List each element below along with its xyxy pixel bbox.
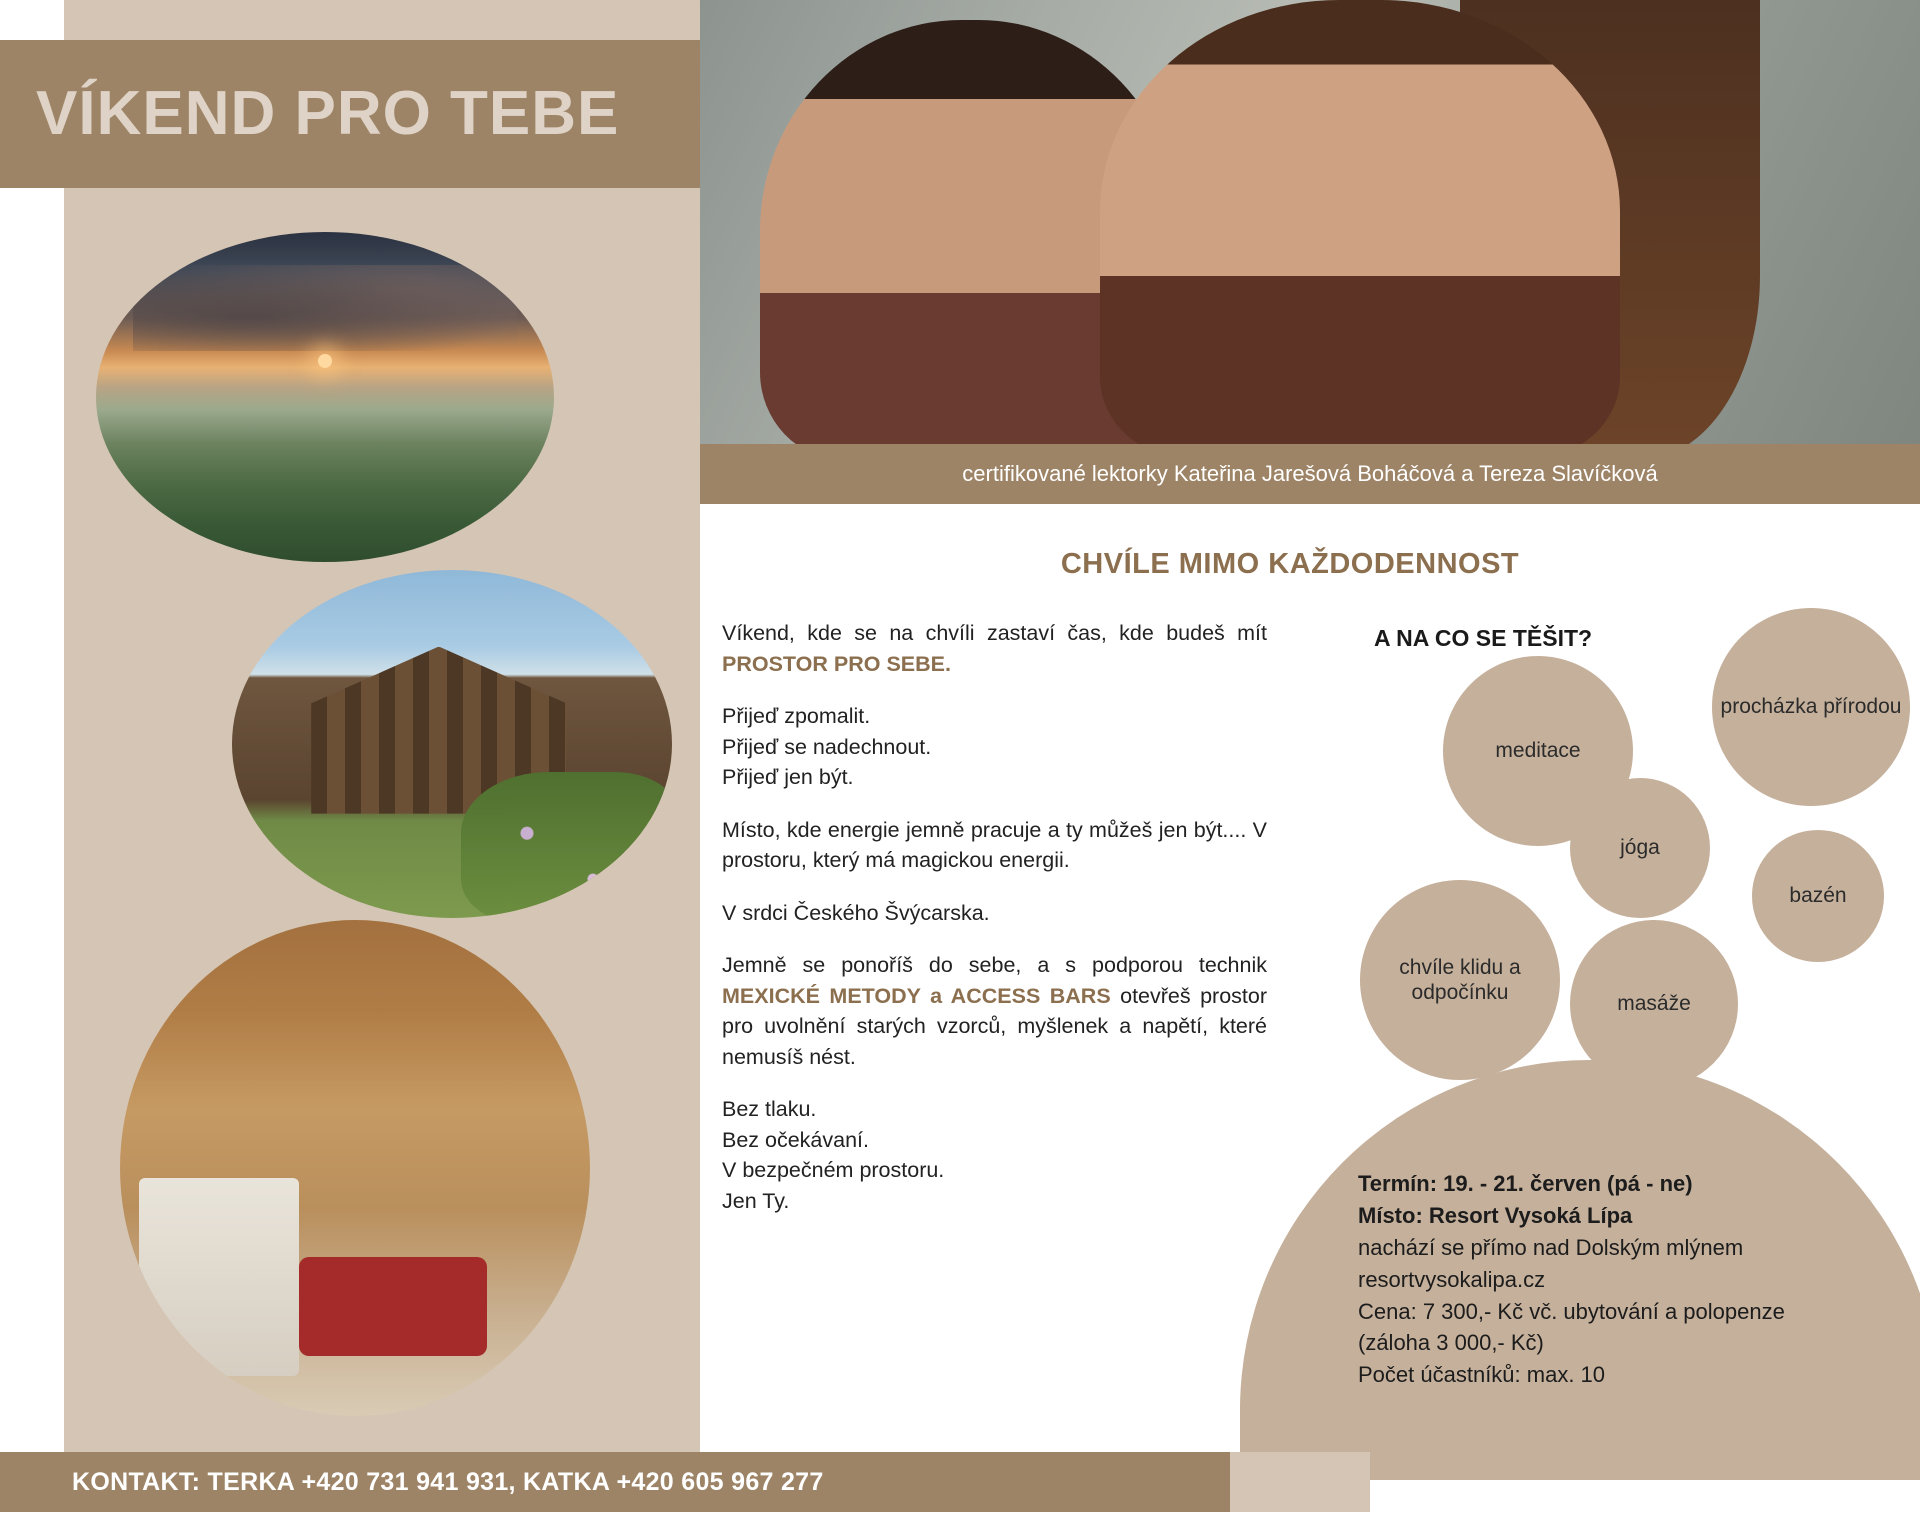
paragraph-energy: Místo, kde energie jemně pracuje a ty můžeš jen být.... V prostoru, který má magickou energii. — [722, 817, 1267, 873]
cabin-interior-photo — [120, 920, 590, 1416]
body-text-column — [722, 618, 1267, 1216]
techniques-text-c: otevřeš prostor pro uvolnění starých vzorců, myšlenek a napětí, které nemusíš nést. — [722, 983, 1267, 1069]
left-white-margin — [0, 0, 64, 1536]
footer-accent-block — [1230, 1452, 1370, 1512]
page-title: VÍKEND PRO TEBE — [36, 79, 620, 148]
two-women-portrait-photo — [700, 0, 1920, 455]
sunrise-landscape-photo — [96, 232, 554, 562]
contact-text: KONTAKT: TERKA +420 731 941 931, KATKA +420 605 967 277 — [72, 1467, 824, 1496]
event-website[interactable]: resortvysokalipa.cz — [1358, 1266, 1546, 1292]
event-location-note: nachází se přímo nad Dolským mlýnem — [1358, 1234, 1744, 1260]
invitation-line-1: Přijeď zpomalit. — [722, 704, 871, 729]
invitation-line-3: Přijeď jen být. — [722, 765, 854, 790]
closing-line-2: Bez očekávaní. — [722, 1127, 870, 1152]
intro-text-a: Víkend, kde se na chvíli zastaví čas, kde budeš mít — [722, 621, 1267, 645]
activity-bubble-masaze: masáže — [1570, 920, 1738, 1088]
paragraph-techniques — [722, 950, 1267, 1072]
event-price: Cena: 7 300,- Kč vč. ubytování a polopenze — [1358, 1298, 1785, 1324]
cabin-interior-image — [120, 920, 590, 1416]
activity-bubble-bazen: bazén — [1752, 830, 1884, 962]
contact-footer-bar — [0, 1452, 1230, 1512]
techniques-highlight: MEXICKÉ METODY a ACCESS BARS — [722, 983, 1111, 1008]
intro-text-highlight: PROSTOR PRO SEBE. — [722, 651, 951, 676]
woman-right-figure — [1100, 0, 1620, 455]
activity-bubble-prochazka: procházka přírodou — [1712, 608, 1910, 806]
closing-line-1: Bez tlaku. — [722, 1097, 817, 1122]
sunrise-landscape-image — [96, 232, 554, 562]
techniques-text-a: Jemně se ponoříš do sebe, a s podporou technik — [722, 953, 1267, 978]
paragraph-location: V srdci Českého Švýcarska. — [722, 900, 990, 925]
section-heading: CHVÍLE MIMO KAŽDODENNOST — [1060, 548, 1520, 580]
activity-bubble-klid: chvíle klidu a odpočínku — [1360, 880, 1560, 1080]
paragraph-invitation — [722, 701, 1267, 793]
event-place: Místo: Resort Vysoká Lípa — [1358, 1202, 1633, 1228]
activity-bubble-meditace: meditace — [1443, 656, 1633, 846]
invitation-line-2: Přijeď se nadechnout. — [722, 734, 932, 759]
activity-bubble-joga: jóga — [1570, 778, 1710, 918]
event-capacity: Počet účastníků: max. 10 — [1358, 1362, 1606, 1388]
timbered-house-image — [232, 570, 672, 918]
closing-line-4: Jen Ty. — [722, 1188, 790, 1213]
activities-heading: A NA CO SE TĚŠIT? — [1374, 625, 1593, 651]
closing-line-3: V bezpečném prostoru. — [722, 1158, 945, 1183]
timbered-house-photo — [232, 570, 672, 918]
event-info-text — [1358, 1168, 1918, 1391]
event-deposit: (záloha 3 000,- Kč) — [1358, 1330, 1544, 1356]
paragraph-closing — [722, 1094, 1267, 1216]
lecturers-caption: certifikované lektorky Kateřina Jarešová Boháčová a Tereza Slavíčková — [700, 444, 1920, 504]
event-term: Termín: 19. - 21. červen (pá - ne) — [1358, 1171, 1693, 1196]
paragraph-intro — [722, 618, 1267, 679]
